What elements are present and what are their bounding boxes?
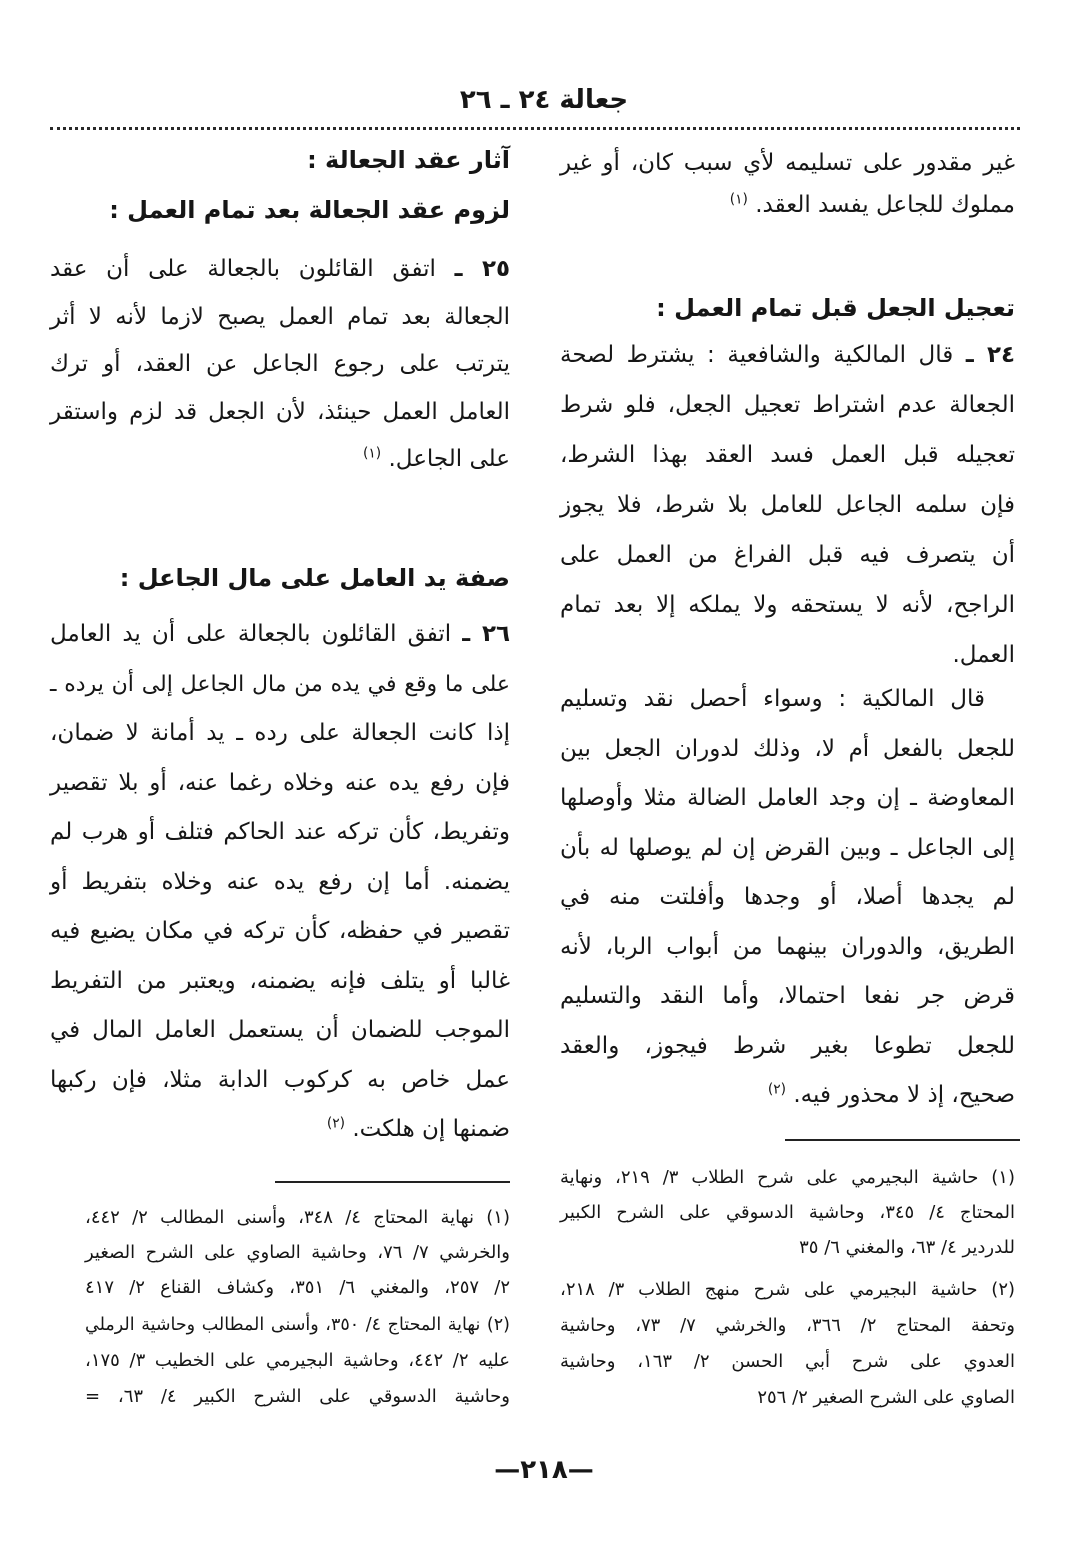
line-text: (١) حاشية البجيرمي على شرح الطلاب ٣/ ٢١٩، ونهاية (560, 1167, 1015, 1188)
section-heading-worker-hand: صفة يد العامل على مال الجاعل : (119, 564, 510, 592)
text-line (560, 330, 1015, 380)
line-text: وتحفة المحتاج ٢/ ٣٦٦، والخرشي ٧/ ٧٣، وحاشية (560, 1315, 1015, 1336)
text-line (560, 675, 1015, 725)
text-line (50, 1105, 510, 1155)
text-line (50, 907, 510, 957)
line-text: لم يجدها أصلا، أو وجدها وأفلتت منه في (560, 884, 1015, 910)
line-text: عليه ٢/ ٤٤٢، وحاشية البجيرمي على الخطيب ٣/ ١٧٥، (85, 1350, 510, 1371)
line-text: (٢) نهاية المحتاج ٤/ ٣٥٠، وأسنى المطالب وحاشية الرملي (85, 1315, 510, 1335)
text-line (560, 923, 1015, 973)
text-line (85, 1235, 510, 1270)
line-text: الصاوي على الشرح الصغير ٢/ ٢٥٦ (757, 1387, 1015, 1408)
line-text: يضمنه. أما إن رفع يده عنه وخلاه بتفريط أو (50, 868, 510, 895)
line-text: ٢/ ٢٥٧، والمغني ٦/ ٣٥١، وكشاف القناع ٢/ ٤١٧ (85, 1277, 510, 1298)
line-text: العمل. (952, 642, 1015, 668)
section-heading-advance-payment: تعجيل الجعل قبل تمام العمل : (656, 294, 1015, 322)
line-text: الطريق، والدوران بينهما من أبواب الربا، لأنه (560, 933, 1015, 960)
text-line (560, 430, 1015, 480)
header-dotted-rule (50, 127, 1020, 130)
paragraph-number: ٢٥ ـ (454, 256, 511, 282)
text-line (50, 246, 510, 294)
line-text: فإن سلمه الجاعل للعامل بلا شرط، فلا يجوز (560, 492, 1015, 518)
text-line (560, 142, 1015, 184)
text-line (50, 389, 510, 437)
line-text: المعاوضة ـ إن وجد العامل الضالة مثلا وأوصلها (560, 785, 1015, 811)
section-heading-effects: آثار عقد الجعالة : (307, 146, 510, 174)
text-line (560, 380, 1015, 430)
line-text: العامل العمل حينئذ، لأن الجعل قد لزم واستقر (50, 398, 510, 425)
text-line (50, 436, 510, 484)
text-line (560, 1022, 1015, 1072)
running-header: جعالة ٢٤ ـ ٢٦ (459, 85, 629, 115)
line-text: للدردير ٤/ ٦٣، والمغني ٦/ ٣٥ (799, 1237, 1015, 1258)
line-text: الراجح، لأنه لا يستحقه ولا يملكه إلا بعد تمام (560, 592, 1015, 618)
line-text: على الجاعل. (388, 446, 510, 472)
text-line (560, 184, 1015, 226)
line-text: العدوي على شرح أبي الحسن ٢/ ١٦٣، وحاشية (560, 1351, 1015, 1372)
line-text: عمل خاص به كركوب الدابة مثلا، فإن ركبها (50, 1066, 510, 1093)
line-text: أن يتصرف فيه قبل الفراغ من العمل على (560, 542, 1015, 568)
text-line (560, 1344, 1015, 1380)
text-line (50, 660, 510, 710)
footnote-marker: (١) (362, 445, 382, 462)
text-line (50, 294, 510, 342)
text-line (560, 580, 1015, 630)
line-text: اتفق القائلون بالجعالة على أن عقد (50, 256, 436, 282)
text-line (560, 630, 1015, 680)
text-line (560, 725, 1015, 775)
text-line (50, 1006, 510, 1056)
paragraph-number: ٢٤ ـ (965, 342, 1016, 368)
continued-paragraph (560, 142, 1015, 226)
text-line (50, 709, 510, 759)
line-text: الجعالة عدم اشتراط تعجيل الجعل، فلو شرط (560, 392, 1015, 418)
text-line (50, 759, 510, 809)
line-text: وحاشية الدسوقي على الشرح الكبير ٤/ ٦٣، = (85, 1386, 510, 1407)
line-text: اتفق القائلون بالجعالة على أن يد العامل (50, 621, 452, 647)
line-text: تقصير في حفظه، كأن تركه في مكان يضيع فيه (50, 918, 510, 944)
page-number: —٢١٨— (494, 1455, 594, 1485)
line-text: يترتب على رجوع الجاعل عن العقد، أو ترك (50, 351, 510, 377)
text-line (50, 957, 510, 1007)
text-line (50, 808, 510, 858)
line-text: غير مقدور على تسليمه لأي سبب كان، أو غير (560, 150, 1015, 176)
paragraph-25 (50, 246, 510, 484)
footnote-separator (785, 1139, 1020, 1141)
line-text: للجعل تطوعا بغير شرط فيجوز، والعقد (560, 1032, 1015, 1059)
text-line (560, 824, 1015, 874)
footnote-1 (560, 1160, 1015, 1265)
footnote-1 (85, 1200, 510, 1305)
footnote-marker: (١) (729, 191, 748, 208)
text-line (85, 1343, 510, 1379)
line-text: (١) نهاية المحتاج ٤/ ٣٤٨، وأسنى المطالب ٢/ ٤٤٢، (85, 1207, 510, 1228)
footnote-2 (560, 1272, 1015, 1416)
line-text: تعجيله قبل العمل فسد العقد بهذا الشرط، (560, 442, 1015, 468)
text-line (85, 1379, 510, 1415)
line-text: وتفريط، كأن تركه عند الحاكم فتلف أو هرب لم (50, 819, 510, 845)
text-line (560, 1272, 1015, 1308)
footnote-marker: (٢) (326, 1115, 346, 1132)
text-line (560, 1160, 1015, 1195)
text-line (50, 1056, 510, 1106)
footnote-marker: (٢) (767, 1081, 787, 1098)
text-line (50, 610, 510, 660)
line-text: قال المالكية : وسواء أحصل نقد وتسليم (560, 686, 985, 712)
text-line (560, 774, 1015, 824)
text-line (560, 1071, 1015, 1121)
line-text: للجعل بالفعل أم لا، وذلك لدوران الجعل بين (560, 735, 1015, 762)
text-line (560, 1308, 1015, 1344)
text-line (85, 1200, 510, 1235)
text-line (50, 341, 510, 389)
text-line (560, 480, 1015, 530)
line-text: إذا كانت الجعالة على رده ـ يد أمانة لا ضمان، (50, 720, 510, 746)
text-line (50, 858, 510, 908)
line-text: الجعالة بعد تمام العمل يصبح لازما لأنه لا أثر (50, 303, 510, 330)
footnote-separator (275, 1181, 510, 1183)
text-line (560, 530, 1015, 580)
paragraph-number: ٢٦ ـ (462, 621, 511, 647)
line-text: الموجب للضمان أن يستعمل العامل المال في (50, 1017, 510, 1043)
text-line (560, 972, 1015, 1022)
text-line (85, 1307, 510, 1343)
line-text: إلى الجاعل ـ وبين القرض إن لم يوصلها له بأن (560, 834, 1015, 861)
line-text: مملوك للجاعل يفسد العقد. (755, 192, 1015, 218)
paragraph-26 (50, 610, 510, 1155)
line-text: غالبا أو يتلف فإنه يضمنه، ويعتبر من التفريط (50, 967, 510, 994)
text-line (560, 1230, 1015, 1265)
line-text: فإن رفع يده عنه وخلاه رغما عنه، أو بلا تقصير (50, 769, 510, 796)
text-line (560, 1380, 1015, 1416)
text-line (85, 1270, 510, 1305)
line-text: (٢) حاشية البجيرمي على شرح منهج الطلاب ٣/ ٢١٨، (560, 1279, 1016, 1300)
line-text: ضمنها إن هلكت. (352, 1116, 510, 1142)
line-text: قرض جر نفعا احتمالا، وأما النقد والتسليم (560, 983, 1015, 1009)
footnote-2 (85, 1307, 510, 1415)
line-text: قال المالكية والشافعية : يشترط لصحة (560, 342, 954, 368)
text-line (560, 873, 1015, 923)
paragraph-malikiyya (560, 675, 1015, 1121)
subheading-binding-contract: لزوم عقد الجعالة بعد تمام العمل : (109, 196, 510, 224)
paragraph-24 (560, 330, 1015, 680)
line-text: صحيح، إذ لا محذور فيه. (793, 1082, 1015, 1108)
line-text: والخرشي ٧/ ٧٦، وحاشية الصاوي على الشرح الصغير (85, 1242, 511, 1263)
text-line (560, 1195, 1015, 1230)
line-text: المحتاج ٤/ ٣٤٥، وحاشية الدسوقي على الشرح الكبير (560, 1202, 1015, 1223)
line-text: على ما وقع في يده من مال الجاعل إلى أن يرده ـ (50, 671, 510, 697)
